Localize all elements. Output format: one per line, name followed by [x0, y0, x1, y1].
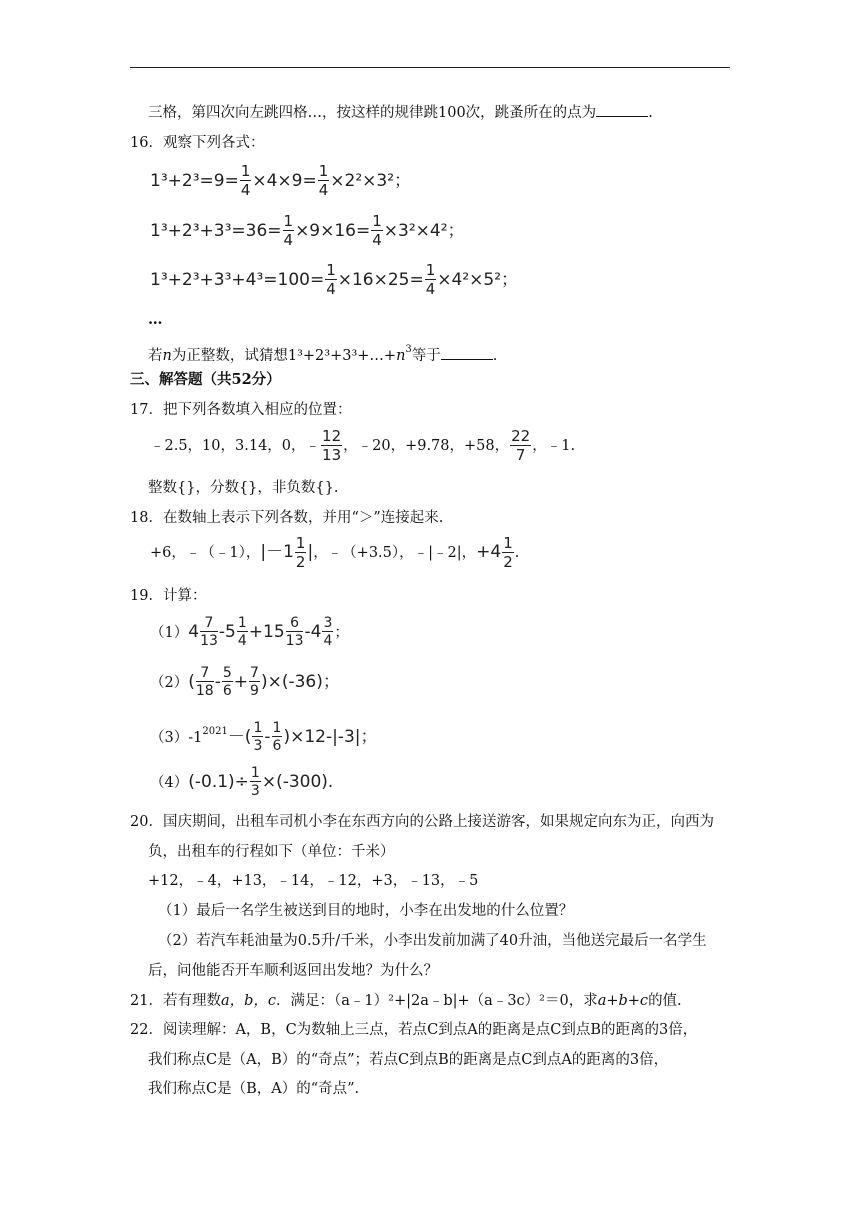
q18-numbers: +6，﹣（﹣1），|－1 $\frac{1}{2}$ |，﹣（+3.5），﹣|﹣2|，+4 $\frac{1}{2}$ .	[150, 534, 520, 571]
header-rule	[130, 67, 730, 68]
q19-label: 19．计算：	[130, 588, 207, 604]
q16-eq3: 1³+2³+3³+4³=100= $\frac{1}{4}$ ×16×25= $\frac{1}{4}$ ×4²×5²；	[150, 261, 519, 298]
q21: 21．若有理数a，b，c．满足：（a﹣1）²+|2a﹣b|+（a﹣3c）²＝0，求a+b+c的值.	[130, 993, 682, 1009]
q19-part1: （1）4 $\frac{7}{13}$ -5 $\frac{1}{4}$ +15 $\frac{6}{13}$ -4 $\frac{3}{4}$ ；	[150, 615, 349, 649]
q18-label: 18．在数轴上表示下列各数，并用“＞”连接起来.	[130, 510, 444, 526]
q16-ellipsis: …	[148, 311, 163, 328]
q20-sub1: （1）最后一名学生被送到目的地时，小李在出发地的什么位置？	[158, 903, 574, 919]
q20-sub2b: 后，问他能否开车顺利返回出发地？为什么？	[148, 963, 438, 979]
q17-sets: 整数{}，分数{}，非负数{}.	[148, 480, 339, 496]
q19-part3: $(3)-1^{2021}-$( $\frac{1}{3}$ - $\frac{1}{6}$ )×12-|-3|；	[150, 720, 378, 754]
q15-tail: 三格，第四次向左跳四格…，按这样的规律跳100次，跳蚤所在的点为 .	[148, 105, 653, 121]
q20-line2: 负，出租车的行程如下（单位：千米）	[148, 844, 395, 860]
q19-part2: （2）( $\frac{7}{18}$ - $\frac{5}{6}$ + $\frac{7}{9}$ )×(-36)；	[150, 665, 340, 699]
q17-label: 17．把下列各数填入相应的位置：	[130, 402, 352, 418]
section-3-title: 三、解答题（共52分）	[130, 371, 281, 388]
q16-label: 16．观察下列各式：	[130, 135, 265, 151]
q19-part4: （4）(-0.1)÷ $\frac{1}{3}$ ×(-300).	[150, 765, 334, 799]
q20-data: +12，﹣4，+13，﹣14，﹣12，+3，﹣13，﹣5	[148, 873, 479, 889]
q20-sub2a: （2）若汽车耗油量为0.5升/千米，小李出发前加满了40升油，当他送完最后一名学生	[158, 933, 707, 949]
q17-numbers: ﹣2.5，10，3.14，0，﹣ $\frac{12}{13}$ ，﹣20，+9.78，+58， $\frac{22}{7}$ ，﹣1.	[150, 427, 576, 464]
q22-line3: 我们称点C是（B，A）的“奇点”.	[148, 1081, 360, 1097]
answer-blank[interactable]	[596, 104, 648, 117]
q16-eq2: 1³+2³+3³=36= $\frac{1}{4}$ ×9×16= $\frac{1}{4}$ ×3²×4²；	[150, 212, 465, 249]
answer-blank[interactable]	[441, 347, 493, 360]
q16-eq1: 1³+2³=9= $\frac{1}{4}$ ×4×9= $\frac{1}{4}$ ×2²×3²；	[150, 162, 412, 199]
q22-line2: 我们称点C是（A，B）的“奇点”；若点C到点B的距离是点C到点A的距离的3倍，	[148, 1052, 669, 1068]
q16-question: 若n为正整数，试猜想$1^3+2^3+3^3+\dots+n^3$等于 .	[148, 344, 498, 364]
q22-line1: 22．阅读理解：A，B，C为数轴上三点，若点C到点A的距离是点C到点B的距离的3倍，	[130, 1022, 698, 1038]
q20-line1: 20．国庆期间，出租车司机小李在东西方向的公路上接送游客，如果规定向东为正，向西为	[130, 814, 714, 830]
